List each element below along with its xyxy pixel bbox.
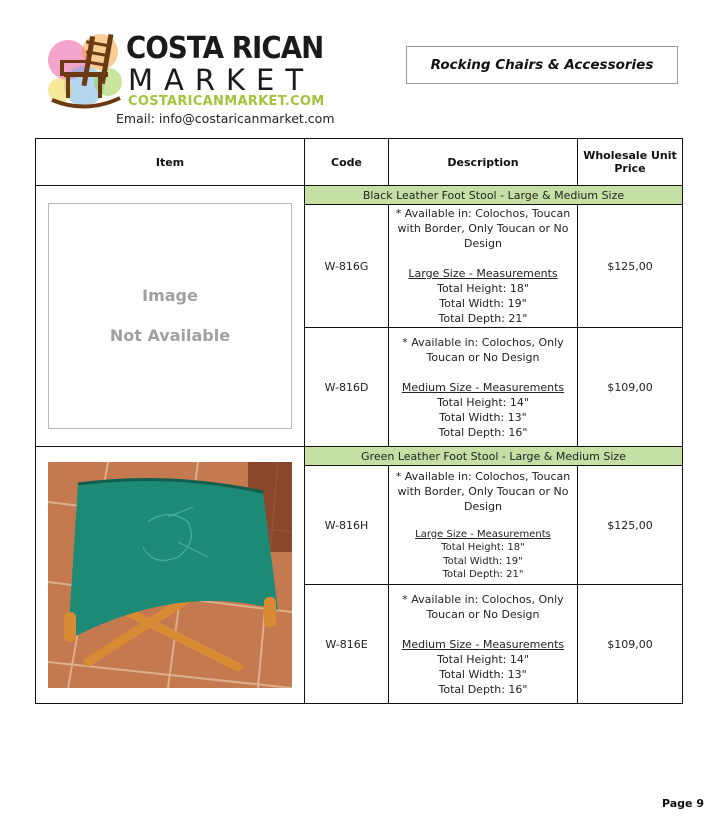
product-description — [389, 466, 578, 585]
product-price: $109,00 — [578, 328, 683, 447]
product-description — [389, 585, 578, 704]
green-leather-foot-stool-photo — [48, 462, 292, 688]
product-code: W-816D — [305, 328, 389, 447]
availability-text: * Available in: Colochos, Toucan with Border, Only Toucan or No Design — [395, 469, 571, 513]
measurements-title: Medium Size - Measurements — [401, 380, 565, 394]
availability-text: * Available in: Colochos, Toucan with Border, Only Toucan or No Design — [395, 207, 571, 250]
total-depth: Total Depth: 16" — [438, 682, 528, 696]
total-depth: Total Depth: 21" — [438, 312, 528, 325]
column-header-price: Wholesale Unit Price — [578, 139, 683, 186]
measurements-title: Medium Size - Measurements — [401, 637, 565, 651]
group-title: Green Leather Foot Stool - Large & Medium Size — [305, 447, 683, 466]
logo-text-market: MARKET — [128, 63, 315, 97]
rocking-chair-icon — [46, 30, 126, 112]
total-depth: Total Depth: 16" — [438, 425, 528, 439]
measurements-title: Large Size - Measurements — [408, 267, 558, 280]
section-title: Rocking Chairs & Accessories — [406, 46, 678, 84]
total-width: Total Width: 13" — [439, 410, 527, 424]
product-price: $125,00 — [578, 205, 683, 328]
product-price: $109,00 — [578, 585, 683, 704]
placeholder-text-line1: Image — [142, 286, 198, 305]
availability-text: * Available in: Colochos, Only Toucan or No Design — [402, 592, 564, 621]
product-table — [35, 138, 683, 704]
logo-url: COSTARICANMARKET.COM — [128, 94, 325, 109]
group-title: Black Leather Foot Stool - Large & Medium Size — [305, 186, 683, 205]
column-header-description: Description — [389, 139, 578, 186]
logo-text-costa-rican: COSTA RICAN — [126, 31, 324, 66]
placeholder-text-line2: Not Available — [109, 326, 231, 345]
item-image-cell — [36, 447, 305, 704]
total-height: Total Height: 18" — [437, 282, 529, 295]
item-image-cell — [36, 186, 305, 447]
column-header-item: Item — [36, 139, 305, 186]
column-header-code: Code — [305, 139, 389, 186]
total-width: Total Width: 19" — [443, 555, 523, 567]
table-header-row — [36, 139, 683, 186]
total-depth: Total Depth: 21" — [442, 569, 524, 580]
measurements-title: Large Size - Measurements — [415, 528, 551, 540]
total-width: Total Width: 13" — [439, 667, 527, 681]
total-height: Total Height: 14" — [437, 395, 529, 409]
contact-email: Email: info@costaricanmarket.com — [116, 111, 335, 126]
product-description — [389, 205, 578, 328]
product-description — [389, 328, 578, 447]
page-number: Page 9 — [661, 797, 704, 810]
availability-text: * Available in: Colochos, Only Toucan or No Design — [402, 335, 564, 364]
image-not-available-placeholder — [48, 203, 292, 429]
total-height: Total Height: 18" — [441, 542, 525, 553]
total-width: Total Width: 19" — [439, 297, 527, 310]
product-code: W-816E — [305, 585, 389, 704]
product-price: $125,00 — [578, 466, 683, 585]
total-height: Total Height: 14" — [437, 652, 529, 666]
product-code: W-816H — [305, 466, 389, 585]
product-code: W-816G — [305, 205, 389, 328]
